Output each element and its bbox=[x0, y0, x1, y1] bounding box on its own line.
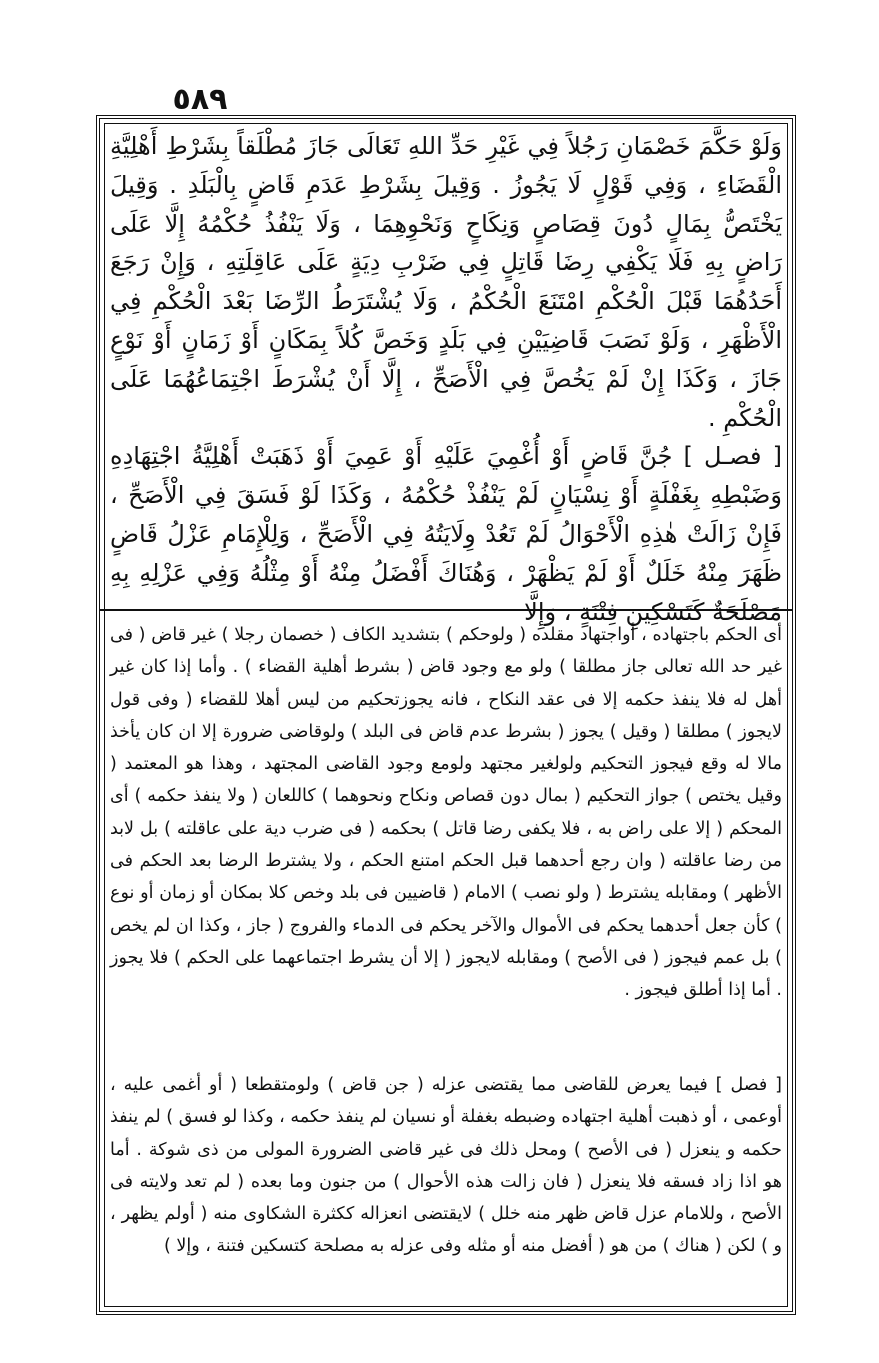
section-divider bbox=[100, 609, 792, 611]
commentary-text bbox=[110, 619, 782, 1069]
main-text-paragraph: وَلَوْ حَكَّمَ خَصْمَانِ رَجُلاً فِي غَيْرِ حَدِّ اللهِ تَعَالَى جَازَ مُطْلَقاً بِشَرْطِ أَهْلِيَّةِ الْقَضَاءِ ، وَفِي قَوْلٍ لَا يَجُوزُ . وَقِيلَ بِشَرْطِ عَدَمِ قَاضٍ بِالْبَلَدِ . وَقِيلَ يَخْتَصُّ بِمَالٍ دُونَ قِصَاصٍ وَنِكَاحٍ وَنَحْوِهِمَا ، وَلَا يَنْفُذُ حُكْمُهُ إِلَّا عَلَى رَاضٍ بِهِ فَلَا يَكْفِي رِضَا قَاتِلٍ فِي ضَرْبِ دِيَةٍ عَلَى عَاقِلَتِهِ ، وَإِنْ رَجَعَ أَحَدُهُمَا قَبْلَ الْحُكْمِ امْتَنَعَ الْحُكْمُ ، وَلَا يُشْتَرَطُ الرِّضَا بَعْدَ الْحُكْمِ فِي الْأَظْهَرِ ، وَلَوْ نَصَبَ قَاضِيَيْنِ فِي بَلَدٍ وَخَصَّ كُلاً بِمَكَانٍ أَوْ زَمَانٍ أَوْ نَوْعٍ جَازَ ، وَكَذَا إِنْ لَمْ يَخُصَّ فِي الْأَصَحِّ ، إِلَّا أَنْ يُشْرَطَ اجْتِمَاعُهُمَا عَلَى الْحُكْمِ . bbox=[110, 132, 782, 432]
page-number: ٥٨٩ bbox=[172, 82, 228, 117]
commentary-text bbox=[110, 1069, 782, 1309]
main-text-paragraph: [ فصـل ] جُنَّ قَاضٍ أَوْ أُغْمِيَ عَلَيْهِ أَوْ عَمِيَ أَوْ ذَهَبَتْ أَهْلِيَّةُ اجْتِهَادِهِ وَضَبْطِهِ بِغَفْلَةٍ أَوْ نِسْيَانٍ لَمْ يَنْفُذْ حُكْمُهُ ، وَكَذَا لَوْ فَسَقَ فِي الْأَصَحِّ ، فَإِنْ زَالَتْ هٰذِهِ الْأَحْوَالُ لَمْ تَعُدْ وِلَايَتُهُ فِي الْأَصَحِّ ، وَلِلْإِمَامِ عَزْلُ قَاضٍ ظَهَرَ مِنْهُ خَلَلٌ أَوْ لَمْ يَظْهَرْ ، وَهُنَاكَ أَفْضَلُ مِنْهُ أَوْ مِثْلُهُ وَفِي عَزْلِهِ بِهِ مَصْلَحَةٌ كَتَسْكِينِ فِتْنَةٍ ، وَإِلَّا bbox=[110, 442, 782, 626]
commentary-paragraph: أى الحكم باجتهاده ، أواجتهاد مقلده ( ولوحكم ) بتشديد الكاف ( خصمان رجلا ) غير قاض ( فى غير حد الله تعالى جاز مطلقا ) ولو مع وجود قاض ( بشرط أهلية القضاء ) . وأما إذا كان غير أهل له فلا ينفذ حكمه إلا فى عقد النكاح ، فانه يجوزتحكيم من ليس أهلا للقضاء ( وفى قول لايجوز ) مطلقا ( وقيل ) يجوز ( بشرط عدم قاض فى البلد ) ولوقاضى ضرورة إلا ان كان يأخذ مالا له وقع فيجوز التحكيم ولولغير مجتهد ولومع وجود القاضى المجتهد ، وهذا هو المعتمد ( وقيل يختص ) جواز التحكيم ( بمال دون قصاص ونكاح ونحوهما ) كاللعان ( ولا ينفذ حكمه ) أى المحكم ( إلا على راض به ، فلا يكفى رضا قاتل ) بحكمه ( فى ضرب دية على عاقلته ) بل لابد من رضا عاقلته ( وان رجع أحدهما قبل الحكم امتنع الحكم ، ولا يشترط الرضا بعد الحكم فى الأظهر ) ومقابله يشترط ( ولو نصب ) الامام ( قاضيين فى بلد وخص كلا بمكان أو زمان أو نوع ) كأن جعل أحدهما يحكم فى الأموال والآخر يحكم فى الدماء والفروج ( جاز ، وكذا ان لم يخص ) بل عمم فيجوز ( فى الأصح ) ومقابله لايجوز ( إلا أن يشرط اجتماعهما على الحكم ) فلا يجوز . أما إذا أطلق فيجوز . bbox=[110, 625, 782, 1001]
commentary-paragraph: [ فصل ] فيما يعرض للقاضى مما يقتضى عزله ( جن قاض ) ولومتقطعا ( أو أغمى عليه ، أوعمى ، أو ذهبت أهلية اجتهاده وضبطه بغفلة أو نسيان لم ينفذ حكمه ، وكذا لو فسق ) لم ينفذ حكمه و ينعزل ( فى الأصح ) ومحل ذلك فى غير قاضى الضرورة المولى من ذى شوكة . أما هو اذا زاد فسقه فلا ينعزل ( فان زالت هذه الأحوال ) من جنون وما بعده ( لم تعد ولايته فى الأصح ، وللامام عزل قاض ظهر منه خلل ) لايقتضى انعزاله ككثرة الشكاوى منه ( أولم يظهر ، و ) لكن ( هناك ) من هو ( أفضل منه أو مثله وفى عزله به مصلحة كتسكين فتنة ، وإلا ) bbox=[110, 1075, 782, 1257]
page-frame bbox=[96, 115, 796, 1315]
main-text bbox=[110, 127, 782, 626]
